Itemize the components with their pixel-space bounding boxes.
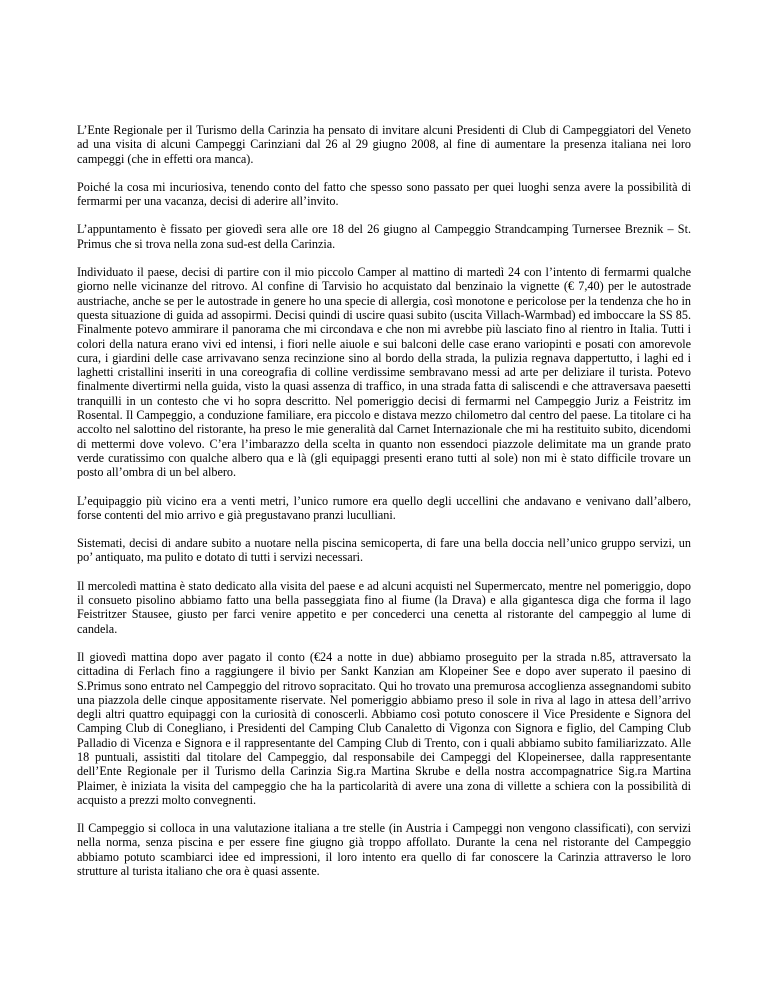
document-page [77,123,691,892]
paragraph-appointment: L’appuntamento è fissato per giovedì sera alle ore 18 del 26 giugno al Campeggio Strandcamping Turnersee Breznik – St. Primus che si trova nella zona sud-est della Carinzia. [77,222,691,251]
paragraph-campsite-rating: Il Campeggio si colloca in una valutazione italiana a tre stelle (in Austria i Campeggi non vengono classificati), con servizi nella norma, senza piscina e per essere fine giugno già troppo affollato. Durante la cena nel ristorante del Campeggio abbiamo potuto scambiarci idee ed impressioni, il loro intento era quello di far conoscere la Carinzia attraverso le loro strutture al turista italiano che ora è quasi assente. [77,821,691,879]
paragraph-journey: Individuato il paese, decisi di partire con il mio piccolo Camper al mattino di martedì 24 con l’intento di fermarmi qualche giorno nelle vicinanze del ritrovo. Al confine di Tarvisio ho acquistato dal benzinaio la vignette (€ 7,40) per le autostrade austriache, anche se per le autostrade in genere ho una specie di allergia, così monotone e pericolose per la tendenza che ho in questa situazione di guida ad assopirmi. Decisi quindi di uscire quasi subito (uscita Villach-Warmbad) ed imboccare la SS 85. Finalmente potevo ammirare il panorama che mi circondava e che non mi avrebbe più lasciato fino al rientro in Italia. Tutti i colori della natura erano vivi ed intensi, i fiori nelle aiuole e sui balconi delle case erano variopinti e posati con amorevole cura, i giardini delle case arrivavano senza recinzione sino al bordo della strada, la pulizia regnava dappertutto, i laghi ed i laghetti cristallini inseriti in una coreografia di colline verdissime sembravano messi ad arte per deliziare il turista. Potevo finalmente divertirmi nella guida, visto la quasi assenza di traffico, in una strada fatta di saliscendi e che attraversava paesetti tranquilli in un contesto che vi ho sopra descritto. Nel pomeriggio decisi di fermarmi nel Campeggio Juriz a Feistritz im Rosental. Il Campeggio, a conduzione familiare, era piccolo e distava mezzo chilometro dal centro del paese. La titolare ci ha accolto nel salottino del ristorante, ha preso le mie generalità dal Carnet Internazionale che mi ha restituito subito, dicendomi di mettermi dove volevo. C’era l’imbarazzo della scelta in quanto non essendoci piazzole delimitate ma un grande prato verde curatissimo con qualche albero qua e là (gli equipaggi presenti erano tutti al sole) non mi è stato difficile trovare un posto all’ombra di un bel albero. [77,265,691,480]
paragraph-decision: Poiché la cosa mi incuriosiva, tenendo conto del fatto che spesso sono passato per quei luoghi senza avere la possibilità di fermarmi per una vacanza, decisi di aderire all’invito. [77,179,691,209]
paragraph-invitation: L’Ente Regionale per il Turismo della Carinzia ha pensato di invitare alcuni Presidenti di Club di Campeggiatori del Veneto ad una visita di alcuni Campeggi Carinziani dal 26 al 29 giugno 2008, al fine di aumentare la presenza italiana nei loro campeggi (che in effetti ora manca). [77,123,691,166]
paragraph-wednesday: Il mercoledì mattina è stato dedicato alla visita del paese e ad alcuni acquisti nel Supermercato, mentre nel pomeriggio, dopo il consueto pisolino abbiamo fatto una bella passeggiata fino al fiume (la Drava) e alla gigantesca diga che forma il lago Feistritzer Stausee, giusto per farci venire appetito e per concederci una cenetta al ristorante del campeggio al lume di candela. [77,578,691,636]
paragraph-swimming: Sistemati, decisi di andare subito a nuotare nella piscina semicoperta, di fare una bella doccia nell’unico gruppo servizi, un po’ antiquato, ma pulito e dotato di tutti i servizi necessari. [77,536,691,565]
paragraph-neighbours: L’equipaggio più vicino era a venti metri, l’unico rumore era quello degli uccellini che andavano e venivano dall’albero, forse contenti del mio arrivo e già pregustavano pranzi luculliani. [77,493,691,522]
paragraph-thursday: Il giovedì mattina dopo aver pagato il conto (€24 a notte in due) abbiamo proseguito per la strada n.85, attraversato la cittadina di Ferlach fino a raggiungere il bivio per Sankt Kanzian am Klopeiner See e dopo aver superato il paesino di S.Primus sono entrato nel Campeggio del ritrovo sopracitato. Qui ho trovato una premurosa accoglienza assegnandomi subito una piazzola delle cinque appositamente riservate. Nel pomeriggio abbiamo preso il sole in riva al lago in attesa dell’arrivo degli altri quattro equipaggi con la curiosità di conoscerli. Abbiamo così potuto conoscere il Vice Presidente e Signora del Camping Club di Conegliano, i Presidenti del Camping Club Canaletto di Vigonza con Signora e figlio, del Camping Club Palladio di Vicenza e Signora e il rappresentante del Camping Club di Trento, con i quali abbiamo subito familiarizzato. Alle 18 puntuali, assistiti dal titolare del Campeggio, dal responsabile dei Campeggi del Klopeinersee, dalla rappresentante dell’Ente Regionale per il Turismo della Carinzia Sig.ra Martina Skrube e della nostra accompagnatrice Sig.ra Martina Plaimer, è iniziata la visita del campeggio che ha la particolarità di avere una zona di villette a schiera con la possibilità di acquisto a prezzi molto convegnenti. [77,649,691,807]
